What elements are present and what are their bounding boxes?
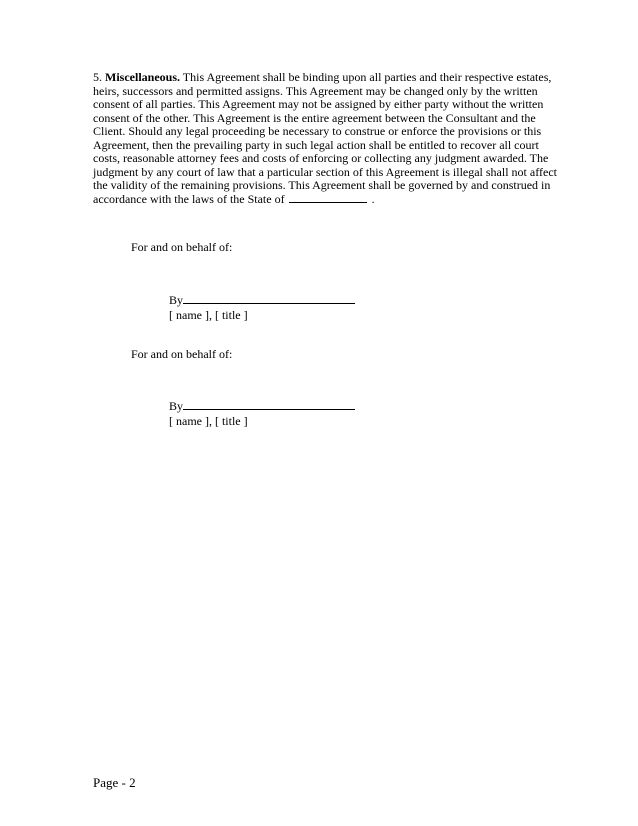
section-text-line: Client. Should any legal proceeding be necessary to construe or enforce the provisions or this [93,124,542,138]
section-text-line: the validity of the remaining provisions. This Agreement shall be governed by and construed in [93,178,551,192]
by-label: By [169,399,184,413]
page-number: Page - 2 [93,775,136,790]
signature-block-second [169,399,355,428]
section-text-line: consent of the other. This Agreement is the entire agreement between the Consultant and the [93,110,536,125]
name-title-placeholder: [ name ], [ title ] [169,414,248,428]
state-blank-field[interactable] [289,193,367,203]
section-text-line: costs, reasonable attorney fees and costs of enforcing or collecting any judgment awarded. The [93,151,549,165]
section-text-line: consent of all parties. This Agreement may not be assigned by either party without the written [93,97,544,111]
signature-line[interactable] [183,399,355,410]
section-miscellaneous [93,70,557,206]
by-label: By [169,293,184,307]
behalf-label-second: For and on behalf of: [131,347,233,361]
signature-row [169,399,355,413]
signature-block-first [169,293,355,322]
behalf-label-first: For and on behalf of: [131,240,233,254]
sentence-period: . [371,191,375,206]
section-text-line: This Agreement shall be binding upon all parties and their respective estates, [182,70,552,84]
signature-row [169,293,355,307]
section-text-line: Agreement, then the prevailing party in such legal action shall be entitled to recover all court [93,137,539,152]
section-text-line: judgment by any court of law that a particular section of this Agreement is illegal shall not affect [93,164,557,179]
section-first-line [93,71,553,85]
section-last-line [93,193,553,207]
section-heading: Miscellaneous. [105,70,180,84]
signature-line[interactable] [183,293,355,304]
section-text-line: heirs, successors and permitted assigns. This Agreement may be changed only by the written [93,83,538,98]
governing-law-text: accordance with the laws of the State of [93,191,285,206]
section-number: 5. [93,70,102,84]
name-title-placeholder: [ name ], [ title ] [169,308,248,322]
